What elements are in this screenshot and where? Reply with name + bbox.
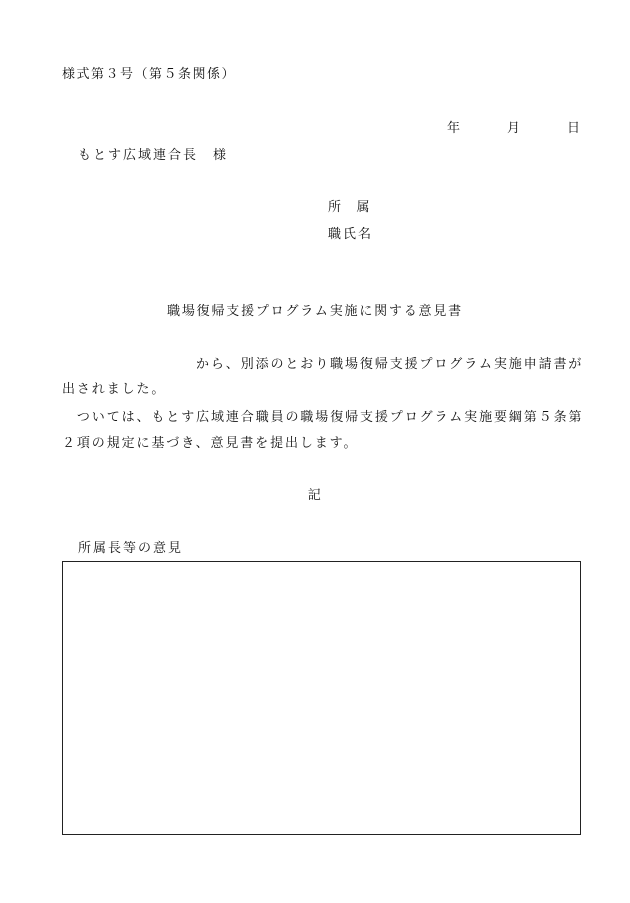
document-title: 職場復帰支援プログラム実施に関する意見書 [167,304,463,319]
ki-heading: 記 [307,488,323,503]
opinion-label: 所属長等の意見 [78,541,184,556]
body-line-2: 出されました。 [62,382,167,397]
name-label: 職氏名 [328,227,374,242]
affiliation-char-1: 所 [328,200,343,215]
date-year-label: 年 [447,121,462,136]
date-day-label: 日 [567,121,582,136]
form-number: 様式第３号（第５条関係） [62,67,237,82]
affiliation-char-2: 属 [356,200,372,215]
date-month-label: 月 [507,121,522,136]
opinion-box[interactable] [62,561,581,835]
body-line-3: ついては、もとす広域連合職員の職場復帰支援プログラム実施要綱第５条第 [62,410,584,425]
affiliation-label [328,200,371,216]
body-line-4: ２項の規定に基づき、意見書を提出します。 [62,436,359,451]
body-line-1: から、別添のとおり職場復帰支援プログラム実施申請書が [196,357,584,372]
addressee: もとす広域連合長 様 [78,148,229,163]
